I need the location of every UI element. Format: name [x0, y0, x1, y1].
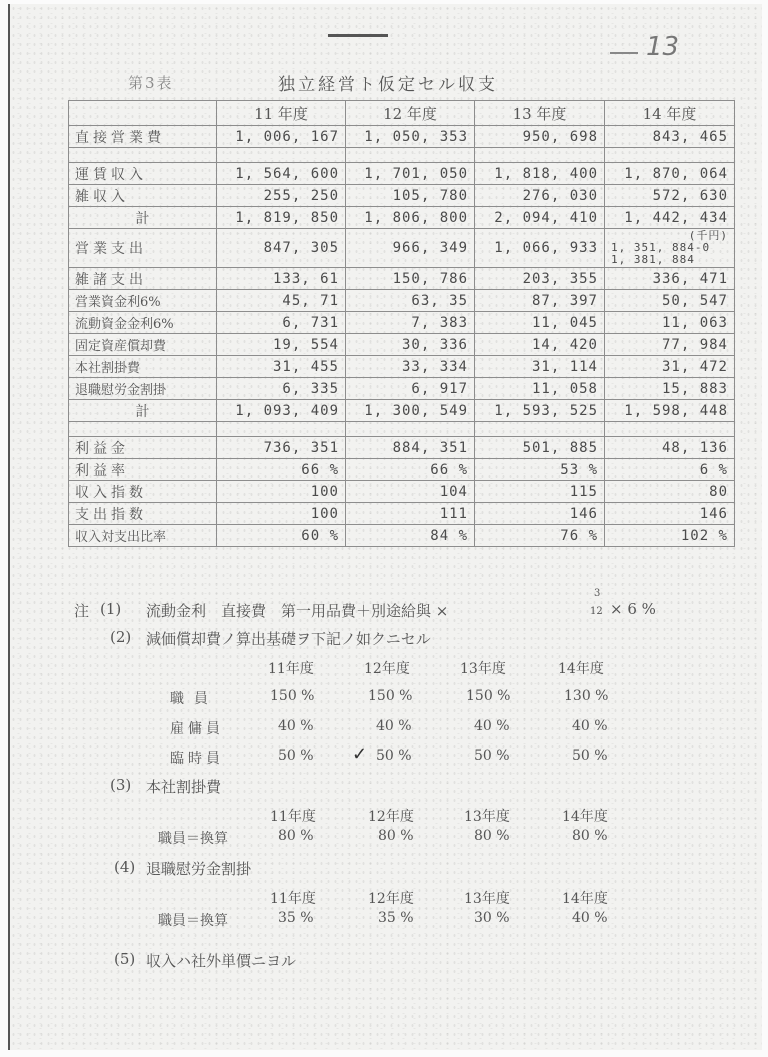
year-label: 14年度	[562, 891, 608, 907]
cell: 84 %	[346, 525, 475, 547]
note-value: 50 %	[572, 748, 608, 764]
cell: 66 %	[217, 459, 346, 481]
cell: 80	[605, 481, 735, 503]
cell: 1, 300, 549	[346, 400, 475, 422]
table-row	[69, 481, 735, 503]
table-row	[69, 290, 735, 312]
row-label: 計	[69, 400, 217, 422]
stacked-value: 1, 351, 884-0	[611, 241, 711, 254]
cell: 146	[475, 503, 605, 525]
cell: 30, 336	[346, 334, 475, 356]
cell-stacked	[605, 229, 735, 268]
cell: 847, 305	[217, 229, 346, 268]
table-row	[69, 312, 735, 334]
header-corner	[69, 101, 217, 126]
note-text-tail: × 6 %	[610, 600, 656, 618]
cell: 6, 731	[217, 312, 346, 334]
table-row	[69, 356, 735, 378]
cell: 1, 819, 850	[217, 207, 346, 229]
note-value: 50 %	[376, 748, 412, 764]
cell: 53 %	[475, 459, 605, 481]
note-row-label: 雇傭員	[170, 721, 224, 737]
year-label: 11年度	[270, 809, 316, 825]
cell: 1, 050, 353	[346, 126, 475, 148]
row-label: 雑諸支出	[69, 268, 217, 290]
row-label: 固定資産償却費	[69, 334, 217, 356]
note-value: 40 %	[572, 910, 608, 926]
cell: 45, 71	[217, 290, 346, 312]
row-label: 退職慰労金割掛	[69, 378, 217, 400]
cell: 6 %	[605, 459, 735, 481]
year-label: 13年度	[464, 891, 510, 907]
note-number: (4)	[114, 858, 136, 876]
table-row	[69, 126, 735, 148]
column-header: 11 年度	[217, 101, 346, 126]
note-value: 50 %	[278, 748, 314, 764]
note-value: 40 %	[278, 718, 314, 734]
column-header: 13 年度	[475, 101, 605, 126]
note-number: (3)	[110, 776, 132, 794]
cell: 115	[475, 481, 605, 503]
cell: 950, 698	[475, 126, 605, 148]
year-label: 13年度	[460, 661, 506, 677]
cell: 1, 806, 800	[346, 207, 475, 229]
column-header: 14 年度	[605, 101, 735, 126]
note-row-label: 職員	[170, 691, 218, 707]
cell: 102 %	[605, 525, 735, 547]
note-value: 30 %	[474, 910, 510, 926]
table-row	[69, 378, 735, 400]
cell: 966, 349	[346, 229, 475, 268]
cell: 1, 818, 400	[475, 163, 605, 185]
note-row-label: 臨時員	[170, 751, 224, 767]
row-label: 収入対支出比率	[69, 525, 217, 547]
cell: 100	[217, 481, 346, 503]
cell: 100	[217, 503, 346, 525]
cell: 33, 334	[346, 356, 475, 378]
row-label: 利益率	[69, 459, 217, 481]
cell: 203, 355	[475, 268, 605, 290]
cell: 1, 066, 933	[475, 229, 605, 268]
cell: 63, 35	[346, 290, 475, 312]
cell: 843, 465	[605, 126, 735, 148]
cell: 1, 442, 434	[605, 207, 735, 229]
note-row-label: 職員＝換算	[158, 831, 228, 847]
cell: 2, 094, 410	[475, 207, 605, 229]
note-text: 収入ハ社外単價ニヨル	[146, 952, 297, 970]
cell: 1, 598, 448	[605, 400, 735, 422]
note-value: 150 %	[270, 688, 315, 704]
year-label: 12年度	[368, 809, 414, 825]
cell: 31, 472	[605, 356, 735, 378]
note-value: 35 %	[378, 910, 414, 926]
cell: 48, 136	[605, 437, 735, 459]
note-value: 80 %	[474, 828, 510, 844]
unit-label: (千円)	[688, 229, 728, 242]
cell: 60 %	[217, 525, 346, 547]
cell: 736, 351	[217, 437, 346, 459]
table-row	[69, 459, 735, 481]
table-row-spacer	[69, 422, 735, 437]
cell: 50, 547	[605, 290, 735, 312]
cell: 15, 883	[605, 378, 735, 400]
note-value: 80 %	[278, 828, 314, 844]
note-number: (5)	[114, 950, 136, 968]
cell: 150, 786	[346, 268, 475, 290]
document-page	[8, 4, 762, 1050]
cell: 133, 61	[217, 268, 346, 290]
note-row-label: 職員＝換算	[158, 913, 228, 929]
note-value: 40 %	[572, 718, 608, 734]
table-header-row	[69, 101, 735, 126]
cell: 11, 058	[475, 378, 605, 400]
cell: 14, 420	[475, 334, 605, 356]
row-label: 直接営業費	[69, 126, 217, 148]
table-title: 独立経営ト仮定セル収支	[278, 75, 498, 95]
note-value: 150 %	[368, 688, 413, 704]
cell: 884, 351	[346, 437, 475, 459]
cell: 77, 984	[605, 334, 735, 356]
note-number: (1)	[100, 600, 122, 618]
note-value: 40 %	[376, 718, 412, 734]
check-mark-icon: ✓	[352, 744, 368, 765]
stacked-values	[611, 230, 728, 266]
top-mark	[328, 34, 388, 37]
fraction-numerator: 3	[594, 588, 601, 599]
row-label: 収入指数	[69, 481, 217, 503]
note-text: 流動金利 直接費 第一用品費＋別途給與 ×	[146, 602, 449, 620]
cell: 111	[346, 503, 475, 525]
cell: 1, 006, 167	[217, 126, 346, 148]
year-label: 14年度	[558, 661, 604, 677]
cell: 11, 063	[605, 312, 735, 334]
table-row	[69, 268, 735, 290]
table-row-spacer	[69, 148, 735, 163]
table-row	[69, 163, 735, 185]
note-value: 130 %	[564, 688, 609, 704]
note-value: 150 %	[466, 688, 511, 704]
row-label: 利益金	[69, 437, 217, 459]
row-label: 流動資金金利6%	[69, 312, 217, 334]
row-label: 本社割掛費	[69, 356, 217, 378]
cell: 31, 114	[475, 356, 605, 378]
cell: 6, 917	[346, 378, 475, 400]
column-header: 12 年度	[346, 101, 475, 126]
note-text: 減価償却費ノ算出基礎ヲ下記ノ如クニセル	[146, 630, 431, 648]
note-text: 本社割掛費	[146, 778, 222, 796]
table-row-total	[69, 207, 735, 229]
note-number: (2)	[110, 628, 132, 646]
income-expenditure-table	[68, 100, 735, 547]
note-text: 退職慰労金割掛	[146, 860, 252, 878]
year-label: 13年度	[464, 809, 510, 825]
cell: 336, 471	[605, 268, 735, 290]
year-label: 11年度	[270, 891, 316, 907]
fraction-denominator: 12	[590, 606, 603, 617]
year-label: 14年度	[562, 809, 608, 825]
cell: 146	[605, 503, 735, 525]
cell: 572, 630	[605, 185, 735, 207]
row-label: 営業支出	[69, 229, 217, 268]
table-row	[69, 334, 735, 356]
year-label: 11年度	[268, 661, 314, 677]
note-value: 80 %	[572, 828, 608, 844]
cell: 501, 885	[475, 437, 605, 459]
year-label: 12年度	[368, 891, 414, 907]
cell: 6, 335	[217, 378, 346, 400]
note-value: 80 %	[378, 828, 414, 844]
cell: 105, 780	[346, 185, 475, 207]
cell: 104	[346, 481, 475, 503]
row-label: 支出指数	[69, 503, 217, 525]
note-value: 50 %	[474, 748, 510, 764]
table-row	[69, 229, 735, 268]
row-label: 計	[69, 207, 217, 229]
page-number: 13	[646, 32, 680, 62]
table-row	[69, 525, 735, 547]
cell: 1, 564, 600	[217, 163, 346, 185]
cell: 255, 250	[217, 185, 346, 207]
table-row	[69, 437, 735, 459]
note-value: 40 %	[474, 718, 510, 734]
cell: 76 %	[475, 525, 605, 547]
cell: 66 %	[346, 459, 475, 481]
cell: 1, 093, 409	[217, 400, 346, 422]
row-label: 営業資金利6%	[69, 290, 217, 312]
table-row	[69, 185, 735, 207]
cell: 7, 383	[346, 312, 475, 334]
cell: 1, 593, 525	[475, 400, 605, 422]
page-number-dash	[610, 52, 638, 54]
cell: 1, 870, 064	[605, 163, 735, 185]
cell: 276, 030	[475, 185, 605, 207]
stacked-value: 1, 381, 884	[611, 253, 695, 266]
cell: 11, 045	[475, 312, 605, 334]
table-row	[69, 503, 735, 525]
cell: 31, 455	[217, 356, 346, 378]
cell: 1, 701, 050	[346, 163, 475, 185]
row-label: 雑収入	[69, 185, 217, 207]
table-label: 第3表	[128, 74, 174, 92]
note-value: 35 %	[278, 910, 314, 926]
notes-intro: 注	[74, 602, 90, 620]
table-row-total	[69, 400, 735, 422]
row-label: 運賃収入	[69, 163, 217, 185]
cell: 87, 397	[475, 290, 605, 312]
year-label: 12年度	[364, 661, 410, 677]
cell: 19, 554	[217, 334, 346, 356]
